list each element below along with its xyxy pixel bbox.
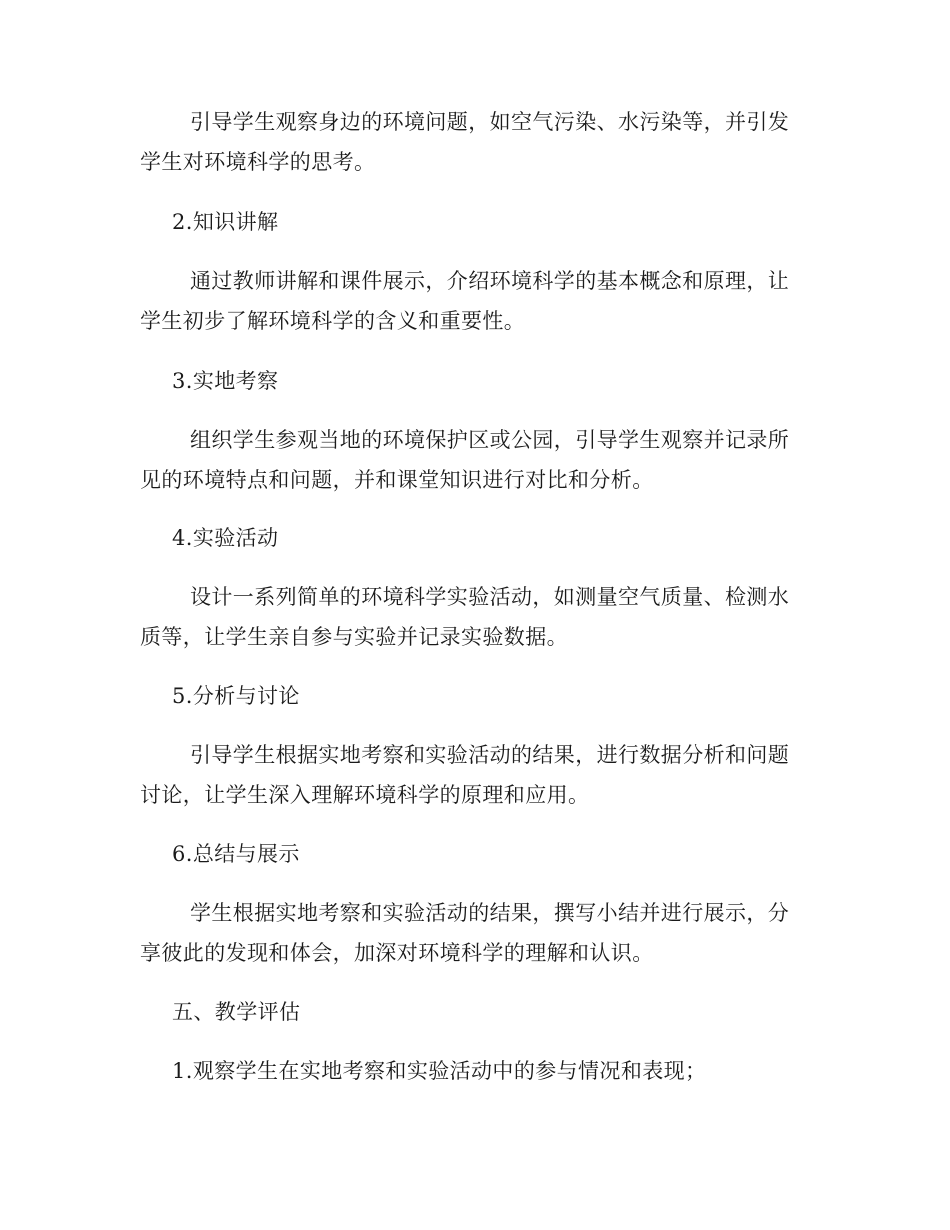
paragraph-observe-environment: 引导学生观察身边的环境问题，如空气污染、水污染等，并引发学生对环境科学的思考。: [140, 110, 790, 174]
paragraph-data-analysis: 引导学生根据实地考察和实验活动的结果，进行数据分析和问题讨论，让学生深入理解环境科学的原理和应用。: [140, 743, 790, 807]
heading-field-study: 3.实地考察: [172, 369, 279, 393]
paragraph-experiment-design: 设计一系列简单的环境科学实验活动，如测量空气质量、检测水质等，让学生亲自参与实验并记录实验数据。: [140, 585, 790, 649]
heading-experiment-activities: 4.实验活动: [172, 526, 279, 550]
paragraph-summary-writing: 学生根据实地考察和实验活动的结果，撰写小结并进行展示，分享彼此的发现和体会，加深对环境科学的理解和认识。: [140, 901, 790, 965]
paragraph-teacher-explanation: 通过教师讲解和课件展示，介绍环境科学的基本概念和原理，让学生初步了解环境科学的含义和重要性。: [140, 269, 790, 333]
heading-teaching-evaluation: 五、教学评估: [172, 1000, 301, 1024]
heading-summary-presentation: 6.总结与展示: [172, 842, 300, 866]
evaluation-item-1: 1.观察学生在实地考察和实验活动中的参与情况和表现；: [172, 1059, 707, 1083]
heading-knowledge-explanation: 2.知识讲解: [172, 210, 279, 234]
heading-analysis-discussion: 5.分析与讨论: [172, 684, 300, 708]
paragraph-field-visit: 组织学生参观当地的环境保护区或公园，引导学生观察并记录所见的环境特点和问题，并和课堂知识进行对比和分析。: [140, 428, 790, 492]
